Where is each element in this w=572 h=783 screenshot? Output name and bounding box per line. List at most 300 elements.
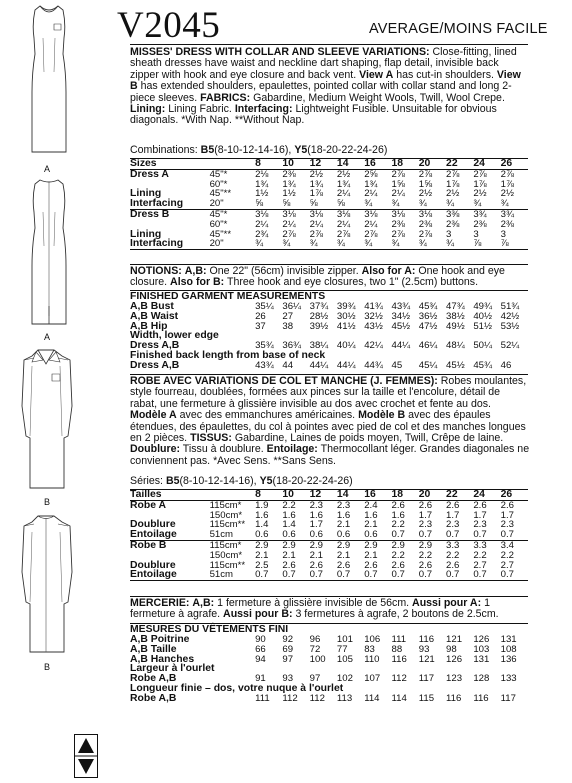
series-fr bbox=[130, 476, 353, 487]
description-en-title: MISSES' DRESS WITH COLLAR AND SLEEVE VARIATIONS: bbox=[130, 46, 430, 58]
measurement-row bbox=[130, 302, 528, 312]
yardage-cell: 2.1 bbox=[255, 549, 269, 561]
yardage-cell: 3⅜ bbox=[446, 208, 460, 220]
yardage-cell: 2.2 bbox=[391, 519, 405, 531]
combinations-prefix: Combinations: bbox=[130, 144, 198, 156]
yardage-cell: 2⅜ bbox=[446, 218, 460, 230]
row-label: Robe A bbox=[130, 499, 166, 511]
yardage-cell: 2⅞ bbox=[500, 168, 514, 180]
sizes-header-row bbox=[130, 490, 528, 501]
yardage-cell: 1½ bbox=[282, 188, 296, 200]
yardage-cell: 3 bbox=[500, 228, 506, 240]
view-a-label: View A bbox=[359, 68, 394, 81]
measurement-cell: 121 bbox=[418, 653, 435, 665]
tissus-text: Gabardine, Laines de poids moyen, Twill, Crêpe de laine. bbox=[234, 432, 504, 445]
yardage-cell: 1¾ bbox=[336, 178, 351, 190]
yardage-cell: 2¼ bbox=[391, 188, 405, 200]
yardage-cell: 1⅞ bbox=[309, 188, 323, 200]
back-length-row bbox=[130, 361, 528, 371]
doublure-label: Doublure: bbox=[130, 443, 181, 456]
measurement-cell: 44 bbox=[282, 359, 294, 371]
mercerie-b-label: Aussi pour B: bbox=[223, 608, 293, 621]
yardage-cell: 2⅜ bbox=[473, 218, 487, 230]
yardage-cell: 2.2 bbox=[446, 549, 460, 561]
row-unit: 150cm* bbox=[209, 549, 243, 561]
yardage-cell: 2⅞ bbox=[364, 228, 378, 240]
row-label: Entoilage bbox=[130, 530, 210, 540]
measurement-cell: 42½ bbox=[500, 310, 520, 322]
size-header-cell: 12 bbox=[310, 159, 337, 170]
model-a-text: avec des emmanchures américaines. bbox=[179, 409, 356, 422]
combination-y5-sizes: (18-20-22-24-26) bbox=[307, 144, 388, 156]
yardage-cell: 3.3 bbox=[473, 539, 487, 551]
yardage-cell: 2⅜ bbox=[500, 218, 514, 230]
measurement-cell: 66 bbox=[255, 643, 266, 655]
yardage-cell: 3⅛ bbox=[336, 208, 351, 220]
notions-a-label: Also for A: bbox=[361, 265, 416, 277]
row-label: A,B Poitrine bbox=[130, 634, 190, 645]
yardage-cell: 2¼ bbox=[282, 218, 296, 230]
yardage-cell: 2¼ bbox=[336, 218, 351, 230]
yardage-row bbox=[130, 500, 528, 510]
yardage-cell: 0.7 bbox=[310, 570, 337, 580]
yardage-row bbox=[130, 511, 528, 521]
yardage-cell: 1.7 bbox=[500, 509, 514, 521]
back-length-row bbox=[130, 694, 528, 704]
entoilage-label: Entoilage: bbox=[266, 443, 318, 456]
yardage-row bbox=[130, 540, 528, 550]
row-label: Entoilage bbox=[130, 570, 210, 580]
row-label: Dress A,B bbox=[130, 340, 180, 352]
row-label: A,B Taille bbox=[130, 643, 177, 655]
sketch-letter-a-1: A bbox=[44, 164, 51, 174]
measurement-cell: 77 bbox=[336, 643, 348, 655]
difficulty-level: AVERAGE/MOINS FACILE bbox=[369, 21, 548, 37]
yardage-cell: 2⅞ bbox=[391, 228, 405, 240]
measurement-cell: 88 bbox=[391, 643, 403, 655]
yardage-cell: 1¾ bbox=[364, 178, 378, 190]
finished-table-en bbox=[130, 302, 528, 371]
section-sub-label: Width, lower edge bbox=[130, 330, 219, 342]
yardage-cell: 2.9 bbox=[255, 539, 269, 551]
yardage-cell: 2½ bbox=[446, 188, 460, 200]
yardage-cell: ¾ bbox=[446, 239, 473, 249]
yardage-cell: 0.7 bbox=[391, 570, 418, 580]
series-b5: B5 bbox=[165, 475, 180, 487]
row-label: Doublure bbox=[130, 559, 176, 571]
measurement-cell: 36¼ bbox=[282, 301, 302, 312]
yardage-cell: ¾ bbox=[255, 239, 282, 249]
measurement-cell: 116 bbox=[446, 692, 462, 704]
yardage-cell: 2.6 bbox=[309, 559, 323, 571]
size-header-cell: 18 bbox=[391, 159, 418, 170]
measurement-cell: 38¼ bbox=[309, 340, 329, 352]
measurement-cell: 44¼ bbox=[309, 359, 329, 371]
measurement-cell: 101 bbox=[336, 634, 353, 645]
measurement-cell: 114 bbox=[391, 692, 407, 704]
measurement-row bbox=[130, 312, 528, 322]
yardage-cell: 1.7 bbox=[446, 509, 460, 521]
yardage-cell: 0.7 bbox=[255, 570, 282, 580]
lining-label: Lining: bbox=[130, 103, 166, 116]
yardage-cell: ⅞ bbox=[501, 239, 528, 249]
measurement-cell: 45½ bbox=[391, 320, 411, 332]
row-unit: 45"** bbox=[209, 188, 232, 200]
yardage-cell: 2.6 bbox=[418, 499, 433, 511]
yardage-cell: ¾ bbox=[310, 239, 337, 249]
yardage-row bbox=[130, 520, 528, 530]
yardage-cell: 2⅞ bbox=[418, 228, 433, 240]
row-unit: 115cm** bbox=[209, 519, 246, 531]
yardage-cell: ¾ bbox=[364, 199, 391, 209]
measurement-cell: 116 bbox=[473, 692, 489, 704]
size-header-cell: 10 bbox=[282, 159, 309, 170]
yardage-cell: 0.7 bbox=[473, 570, 500, 580]
measurement-cell: 47½ bbox=[418, 320, 438, 332]
measurement-cell: 51½ bbox=[473, 320, 493, 332]
measurement-cell: 46 bbox=[500, 359, 512, 371]
yardage-cell: 2.1 bbox=[336, 549, 351, 561]
yardage-cell: 2.4 bbox=[364, 499, 378, 511]
measurement-cell: 121 bbox=[446, 634, 463, 645]
row-unit: 60"* bbox=[209, 218, 228, 230]
sketch-view-a-front bbox=[16, 2, 82, 164]
row-label: Robe B bbox=[130, 539, 167, 551]
triangle-arrows-icon bbox=[74, 734, 98, 778]
yardage-cell: 2⅞ bbox=[446, 168, 460, 180]
measurement-cell: 108 bbox=[500, 643, 517, 655]
yardage-cell: 2¼ bbox=[255, 218, 269, 230]
row-unit: 51cm bbox=[210, 530, 255, 540]
dress-a-front-drawing bbox=[16, 2, 82, 164]
row-unit: 115cm* bbox=[209, 539, 242, 551]
interfacing-label: Interfacing: bbox=[234, 103, 293, 116]
combinations-en bbox=[130, 145, 387, 156]
yardage-cell: 0.7 bbox=[446, 530, 473, 540]
yardage-cell: ⅝ bbox=[255, 199, 282, 209]
dress-a-back-drawing bbox=[16, 176, 82, 332]
yardage-cell: 3⅛ bbox=[309, 208, 323, 220]
measurement-cell: 94 bbox=[255, 653, 266, 665]
entoilage-text: Thermocollant léger. Grandes diagonales ne conviennent pas. bbox=[130, 443, 530, 467]
measurement-cell: 115 bbox=[418, 692, 435, 704]
measurement-cell: 53½ bbox=[500, 320, 520, 332]
fabrics-text: Gabardine, Medium Weight Wools, Twill, Wool Crepe. bbox=[253, 91, 505, 104]
yardage-cell: 2.9 bbox=[364, 539, 378, 551]
size-header-cell: 22 bbox=[446, 159, 473, 170]
yardage-row bbox=[130, 180, 528, 190]
measurement-cell: 37¾ bbox=[309, 301, 329, 312]
row-unit: 45"** bbox=[209, 228, 232, 240]
sizes-label: Sizes bbox=[130, 159, 210, 170]
yardage-cell: 2.6 bbox=[282, 559, 296, 571]
yardage-cell: 2⅜ bbox=[418, 218, 433, 230]
yardage-cell: 2½ bbox=[473, 188, 487, 200]
yardage-row bbox=[130, 551, 528, 561]
yardage-cell: 1¾ bbox=[255, 178, 269, 190]
unit-spacer bbox=[210, 490, 255, 501]
finished-en-title: FINISHED GARMENT MEASUREMENTS bbox=[130, 291, 326, 302]
size-header-cell: 8 bbox=[255, 159, 282, 170]
measurement-cell: 38½ bbox=[446, 310, 465, 322]
measurement-cell: 50¼ bbox=[473, 340, 493, 352]
yardage-table-en bbox=[130, 158, 528, 250]
size-header-cell: 22 bbox=[446, 490, 473, 501]
row-unit: 150cm* bbox=[209, 509, 243, 521]
measurement-cell: 116 bbox=[391, 653, 407, 665]
measurement-cell: 103 bbox=[473, 643, 490, 655]
yardage-cell: 1.6 bbox=[282, 509, 296, 521]
model-b-label: Modèle B bbox=[358, 409, 406, 422]
yardage-cell: 2.3 bbox=[336, 499, 351, 511]
measurement-cell: 44¾ bbox=[364, 359, 383, 371]
yardage-cell: 2.9 bbox=[391, 539, 405, 551]
finished-fr-title: MESURES DU VÊTEMENTS FINI bbox=[130, 624, 289, 635]
yardage-cell: 2.9 bbox=[309, 539, 323, 551]
yardage-cell: 0.7 bbox=[364, 570, 391, 580]
measurement-cell: 43¾ bbox=[391, 301, 411, 312]
measurement-cell: 107 bbox=[364, 673, 381, 685]
notions-a-text: One hook and eye closure. bbox=[130, 265, 505, 289]
size-header-cell: 14 bbox=[337, 159, 364, 170]
row-unit: 20" bbox=[210, 199, 255, 209]
row-label: A,B Hanches bbox=[130, 653, 195, 665]
mercerie-a-text: 1 fermeture à agrafe. bbox=[130, 597, 490, 621]
arrow-icons bbox=[74, 734, 98, 778]
nap-text: *With Nap. **Without Nap. bbox=[181, 114, 305, 127]
yardage-cell: 1¾ bbox=[282, 178, 296, 190]
measurement-cell: 32½ bbox=[364, 310, 383, 322]
sketch-view-b-back bbox=[10, 512, 82, 662]
yardage-cell: 2.7 bbox=[473, 559, 487, 571]
yardage-cell: 2.2 bbox=[418, 549, 433, 561]
measurement-cell: 96 bbox=[309, 634, 321, 645]
yardage-cell: 1.4 bbox=[282, 519, 296, 531]
yardage-cell: ¾ bbox=[391, 239, 418, 249]
measurement-cell: 83 bbox=[364, 643, 375, 655]
measurement-cell: 128 bbox=[473, 673, 490, 685]
sketch-letter-b-2: B bbox=[44, 662, 51, 672]
measurement-cell: 49½ bbox=[446, 320, 465, 332]
description-en bbox=[130, 47, 530, 127]
size-header-cell: 16 bbox=[364, 490, 391, 501]
yardage-cell: 2.1 bbox=[364, 519, 378, 531]
measurement-cell: 117 bbox=[418, 673, 435, 685]
yardage-cell: 2.6 bbox=[336, 559, 351, 571]
yardage-cell: 1⅞ bbox=[473, 178, 487, 190]
measurement-cell: 35¾ bbox=[255, 340, 274, 352]
dress-b-front-drawing bbox=[10, 346, 82, 496]
description-fr-title: ROBE AVEC VARIATIONS DE COL ET MANCHE (J. FEMMES): bbox=[130, 375, 438, 387]
yardage-cell: ¾ bbox=[419, 239, 446, 249]
yardage-cell: 2⅞ bbox=[391, 168, 405, 180]
yardage-cell: 2.3 bbox=[473, 519, 487, 531]
yardage-cell: 3 bbox=[446, 228, 452, 240]
measurement-cell: 133 bbox=[500, 673, 517, 685]
yardage-cell: ¾ bbox=[282, 239, 309, 249]
series-y5: Y5 bbox=[259, 475, 273, 487]
sketch-letter-a-2: A bbox=[44, 332, 51, 342]
sizes-label: Tailles bbox=[130, 490, 210, 501]
yardage-cell: 2⅞ bbox=[309, 228, 323, 240]
yardage-cell: ¾ bbox=[337, 239, 364, 249]
yardage-cell: 0.6 bbox=[282, 530, 309, 540]
measurement-cell: 48¼ bbox=[446, 340, 465, 352]
measurement-cell: 42¼ bbox=[364, 340, 383, 352]
notions-ab-label: A,B: bbox=[184, 265, 207, 277]
sizes-header-row bbox=[130, 159, 528, 170]
yardage-cell: 2.1 bbox=[364, 549, 378, 561]
yardage-cell: 2⅛ bbox=[255, 168, 269, 180]
measurement-cell: 123 bbox=[446, 673, 463, 685]
measurement-cell: 35¼ bbox=[255, 301, 274, 312]
mercerie-b-text: 3 fermetures à agrafe, 2 boutons de 2.5cm. bbox=[295, 608, 499, 621]
yardage-cell: 2¼ bbox=[364, 218, 378, 230]
back-length-label-row bbox=[130, 351, 528, 361]
unit-spacer bbox=[210, 159, 255, 170]
yardage-cell: 0.7 bbox=[501, 570, 528, 580]
tissus-label: TISSUS: bbox=[190, 432, 232, 445]
yardage-cell: 2.1 bbox=[309, 549, 323, 561]
row-label: Robe A,B bbox=[130, 692, 177, 704]
measurement-cell: 45½ bbox=[446, 359, 465, 371]
yardage-cell: 1.6 bbox=[309, 509, 323, 521]
yardage-row bbox=[130, 570, 528, 580]
yardage-cell: 1.6 bbox=[336, 509, 351, 521]
measurement-cell: 39¾ bbox=[336, 301, 356, 312]
yardage-cell: 3⅛ bbox=[364, 208, 378, 220]
notions-b-label: Also for B: bbox=[170, 276, 225, 289]
yardage-cell: 3.3 bbox=[446, 539, 460, 551]
row-label: Interfacing bbox=[130, 239, 210, 249]
measurement-cell: 43¾ bbox=[255, 359, 274, 371]
measurement-cell: 41¾ bbox=[364, 301, 383, 312]
row-unit: 20" bbox=[210, 239, 255, 249]
row-label: Interfacing bbox=[130, 199, 210, 209]
yardage-cell: 2.1 bbox=[336, 519, 351, 531]
row-unit: 51cm bbox=[210, 570, 255, 580]
notions-label: NOTIONS: bbox=[130, 265, 182, 277]
section-sub-label: Longueur finie – dos, votre nuque à l'ourlet bbox=[130, 682, 344, 694]
mercerie-a-label: Aussi pour A: bbox=[412, 597, 482, 609]
yardage-cell: 3¾ bbox=[500, 208, 514, 220]
measurement-cell: 93 bbox=[418, 643, 430, 655]
yardage-cell: 2.9 bbox=[282, 539, 296, 551]
combination-y5: Y5 bbox=[294, 144, 308, 156]
measurement-cell: 51¾ bbox=[500, 301, 520, 312]
yardage-cell: 2.9 bbox=[418, 539, 433, 551]
measurement-cell: 92 bbox=[282, 634, 294, 645]
yardage-cell: 3 bbox=[473, 228, 479, 240]
measurement-cell: 40¼ bbox=[336, 340, 356, 352]
section-sub-label: Largeur à l'ourlet bbox=[130, 663, 215, 675]
yardage-cell: ¾ bbox=[364, 239, 391, 249]
yardage-cell: 2⅝ bbox=[364, 168, 378, 180]
yardage-cell: ¾ bbox=[391, 199, 418, 209]
yardage-cell: 0.7 bbox=[446, 570, 473, 580]
measurement-cell: 30½ bbox=[336, 310, 356, 322]
measurement-cell: 97 bbox=[309, 673, 321, 685]
combination-b5-sizes: (8-10-12-14-16), bbox=[214, 144, 292, 156]
row-label: Lining bbox=[130, 188, 162, 200]
measurement-cell: 44¼ bbox=[336, 359, 356, 371]
measurement-cell: 47¾ bbox=[446, 301, 465, 312]
size-header-cell: 8 bbox=[255, 490, 282, 501]
series-b5-sizes: (8-10-12-14-16), bbox=[179, 475, 257, 487]
row-label: Dress B bbox=[130, 208, 170, 220]
row-label: Robe A,B bbox=[130, 673, 177, 685]
yardage-cell: 0.7 bbox=[337, 570, 364, 580]
doublure-text: Tissu à doublure. bbox=[182, 443, 264, 456]
model-a-label: Modèle A bbox=[130, 409, 177, 422]
yardage-cell: ⅝ bbox=[282, 199, 309, 209]
measurement-cell: 52¼ bbox=[500, 340, 520, 352]
view-a-text: has cut-in shoulders. bbox=[396, 68, 494, 81]
measurement-cell: 105 bbox=[336, 653, 353, 665]
size-header-cell: 16 bbox=[364, 159, 391, 170]
measurement-cell: 91 bbox=[255, 673, 266, 685]
yardage-cell: 2⅞ bbox=[336, 228, 351, 240]
yardage-cell: 0.7 bbox=[419, 570, 446, 580]
yardage-cell: 2½ bbox=[418, 188, 433, 200]
yardage-row bbox=[130, 199, 528, 209]
measurement-cell: 110 bbox=[364, 653, 380, 665]
yardage-cell: 3⅛ bbox=[282, 208, 296, 220]
yardage-cell: 2.6 bbox=[500, 499, 514, 511]
yardage-cell: 1¾ bbox=[309, 178, 323, 190]
size-header-cell: 14 bbox=[337, 490, 364, 501]
yardage-cell: 3⅛ bbox=[418, 208, 433, 220]
yardage-cell: 2¼ bbox=[336, 188, 351, 200]
yardage-cell: 2.6 bbox=[391, 499, 405, 511]
measurement-cell: 126 bbox=[446, 653, 463, 665]
yardage-cell: 0.7 bbox=[501, 530, 528, 540]
yardage-cell: 2.1 bbox=[282, 549, 296, 561]
combination-b5: B5 bbox=[200, 144, 215, 156]
description-fr bbox=[130, 376, 530, 467]
description-en-text: Close-fitting, lined sheath dresses have waist and neckline dart shaping, flap detail, invisible back zipper with hook and eye closure and back vent. bbox=[130, 46, 517, 81]
notions-ab-text: One 22" (56cm) invisible zipper. bbox=[209, 265, 359, 277]
yardage-cell: 0.7 bbox=[419, 530, 446, 540]
yardage-cell: 2.6 bbox=[418, 559, 433, 571]
yardage-cell: 2.3 bbox=[418, 519, 433, 531]
row-label: Dress A bbox=[130, 168, 169, 180]
sens-text: *Avec Sens. **Sans Sens. bbox=[213, 454, 336, 467]
row-unit: 115cm** bbox=[209, 559, 246, 571]
yardage-cell: 2⅜ bbox=[391, 218, 405, 230]
yardage-cell: 1⅝ bbox=[418, 178, 433, 190]
yardage-cell: 2⅞ bbox=[418, 168, 433, 180]
measurement-cell: 136 bbox=[500, 653, 517, 665]
yardage-cell: 2⅞ bbox=[473, 168, 487, 180]
measurement-cell: 49¾ bbox=[473, 301, 493, 312]
row-label: Dress A,B bbox=[130, 359, 180, 371]
measurement-cell: 36½ bbox=[418, 310, 438, 322]
measurement-cell: 112 bbox=[391, 673, 407, 685]
yardage-cell: 2½ bbox=[336, 168, 351, 180]
row-unit: 45"* bbox=[209, 168, 228, 180]
measurement-cell: 69 bbox=[282, 643, 294, 655]
yardage-cell: 0.6 bbox=[310, 530, 337, 540]
yardage-cell: 2¾ bbox=[255, 228, 269, 240]
yardage-cell: 1.6 bbox=[364, 509, 378, 521]
measurement-cell: 40½ bbox=[473, 310, 493, 322]
yardage-row bbox=[130, 189, 528, 199]
yardage-cell: 2.3 bbox=[500, 519, 514, 531]
measurement-cell: 116 bbox=[418, 634, 435, 645]
view-b-text: has extended shoulders, epaulettes, pointed collar with collar stand and long 2-piece sleeves. bbox=[130, 80, 512, 104]
measurement-cell: 45¼ bbox=[418, 359, 438, 371]
